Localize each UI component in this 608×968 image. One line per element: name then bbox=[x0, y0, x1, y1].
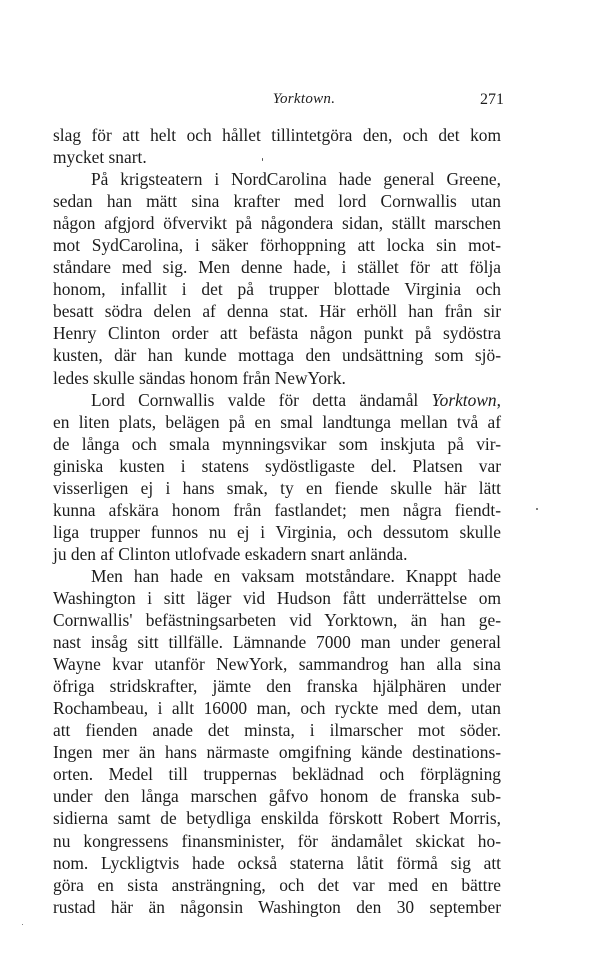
ink-speck bbox=[536, 508, 538, 510]
text-line bbox=[53, 697, 501, 719]
line-text: nom. Lyckligtvis hade också staterna låtit förmå sig att bbox=[53, 852, 501, 873]
line-text: kusten, där han kunde mottaga den undsättning som sjö- bbox=[53, 345, 501, 366]
line-text: Wayne kvar utanför NewYork, sammandrog han alla sina bbox=[53, 654, 501, 675]
line-text: Henry Clinton order att befästa någon punkt på sydöstra bbox=[53, 323, 501, 344]
line-text: mot SydCarolina, i säker förhoppning att locka sin mot- bbox=[53, 235, 501, 256]
page-number: 271 bbox=[480, 91, 504, 108]
line-text: någon afgjord öfvervikt på någondera sidan, ställt marschen bbox=[53, 213, 501, 234]
text-line bbox=[53, 521, 501, 543]
line-text: Men han hade en vaksam motståndare. Knappt hade bbox=[91, 565, 501, 586]
text-line bbox=[53, 168, 501, 190]
line-text: Rochambeau, i allt 16000 man, och ryckte med dem, utan bbox=[53, 698, 501, 719]
text-line bbox=[53, 124, 501, 146]
text-line bbox=[53, 256, 501, 278]
italic-place-name: Yorktown bbox=[431, 389, 497, 410]
line-text: att fienden anade det minsta, i ilmarscher mot söder. bbox=[53, 720, 501, 741]
text-line bbox=[53, 874, 501, 896]
line-text: På krigsteatern i NordCarolina hade general Greene, bbox=[91, 169, 501, 190]
text-line bbox=[53, 807, 501, 829]
ink-speck bbox=[262, 158, 263, 161]
line-text: nast insåg sitt tillfälle. Lämnande 7000 man under general bbox=[53, 632, 501, 653]
text-line bbox=[53, 190, 501, 212]
text-line bbox=[53, 455, 501, 477]
text-line bbox=[53, 896, 501, 918]
line-text: sedan han mätt sina krafter med lord Cornwallis utan bbox=[53, 191, 501, 212]
text-line bbox=[53, 499, 501, 521]
line-text: ståndare med sig. Men denne hade, i stället för att följa bbox=[53, 257, 501, 278]
line-text: göra en sista ansträngning, och det var med en bättre bbox=[53, 874, 501, 895]
line-text: rustad här än någonsin Washington den 30 september bbox=[53, 896, 501, 917]
text-line bbox=[53, 146, 501, 168]
line-text: slag för att helt och hållet tillintetgöra den, och det kom bbox=[53, 125, 501, 145]
line-text: liga trupper funnos nu ej i Virginia, och dessutom skulle bbox=[53, 521, 501, 542]
line-text: nu kongressens finansminister, för ändamålet skickat ho- bbox=[53, 830, 501, 851]
text-line bbox=[53, 565, 501, 587]
text-line bbox=[53, 830, 501, 852]
line-text: under den långa marschen gåfvo honom de franska sub- bbox=[53, 786, 501, 807]
text-line bbox=[53, 675, 501, 697]
text-line bbox=[53, 741, 501, 763]
line-text: Washington i sitt läger vid Hudson fått underrättelse om bbox=[53, 587, 501, 608]
text-line bbox=[53, 367, 501, 389]
text-line bbox=[53, 852, 501, 874]
ink-speck bbox=[22, 924, 23, 925]
line-text: orten. Medel till truppernas beklädnad och förplägning bbox=[53, 764, 501, 785]
text-line bbox=[53, 234, 501, 256]
text-line bbox=[53, 653, 501, 675]
line-text: ju den af Clinton utlofvade eskadern snart anlända. bbox=[53, 543, 408, 564]
line-text: giniska kusten i statens sydöstligaste del. Platsen var bbox=[53, 455, 501, 476]
text-line bbox=[53, 587, 501, 609]
line-text: visserligen ej i hans smak, ty en fiende skulle här lätt bbox=[53, 477, 501, 498]
line-text: Cornwallis' befästningsarbeten vid Yorktown, än han ge- bbox=[53, 610, 501, 631]
text-line bbox=[53, 785, 501, 807]
text-line bbox=[53, 278, 501, 300]
text-line bbox=[53, 543, 501, 565]
text-line bbox=[53, 609, 501, 631]
line-text: Ingen mer än hans närmaste omgifning kände destinations- bbox=[53, 742, 501, 763]
line-text: öfriga stridskrafter, jämte den franska hjälphären under bbox=[53, 676, 501, 697]
running-title: Yorktown. bbox=[272, 91, 336, 107]
line-text: Lord Cornwallis valde för detta ändamål bbox=[91, 389, 432, 410]
text-line bbox=[53, 763, 501, 785]
text-line bbox=[53, 477, 501, 499]
line-text: besatt södra delen af denna stat. Här erhöll han från sir bbox=[53, 301, 501, 322]
text-line bbox=[53, 631, 501, 653]
text-line bbox=[53, 433, 501, 455]
line-text: kunna afskära honom från fastlandet; men några fiendt- bbox=[53, 499, 501, 520]
body-text bbox=[53, 124, 501, 918]
text-line bbox=[53, 719, 501, 741]
text-line bbox=[53, 389, 501, 411]
line-text: honom, infallit i det på trupper blottade Virginia och bbox=[53, 279, 501, 300]
text-line bbox=[53, 300, 501, 322]
text-line bbox=[53, 322, 501, 344]
running-head bbox=[0, 91, 608, 111]
text-line bbox=[53, 344, 501, 366]
text-line bbox=[53, 411, 501, 433]
line-text: sidierna samt de betydliga enskilda förskott Robert Morris, bbox=[53, 808, 501, 829]
line-text-suffix: , bbox=[496, 389, 501, 410]
text-line bbox=[53, 212, 501, 234]
line-text: mycket snart. bbox=[53, 147, 147, 168]
line-text: en liten plats, belägen på en smal landtunga mellan två af bbox=[53, 411, 501, 432]
line-text: de långa och smala mynningsvikar som inskjuta på vir- bbox=[53, 433, 501, 454]
line-text: ledes skulle sändas honom från NewYork. bbox=[53, 367, 346, 388]
